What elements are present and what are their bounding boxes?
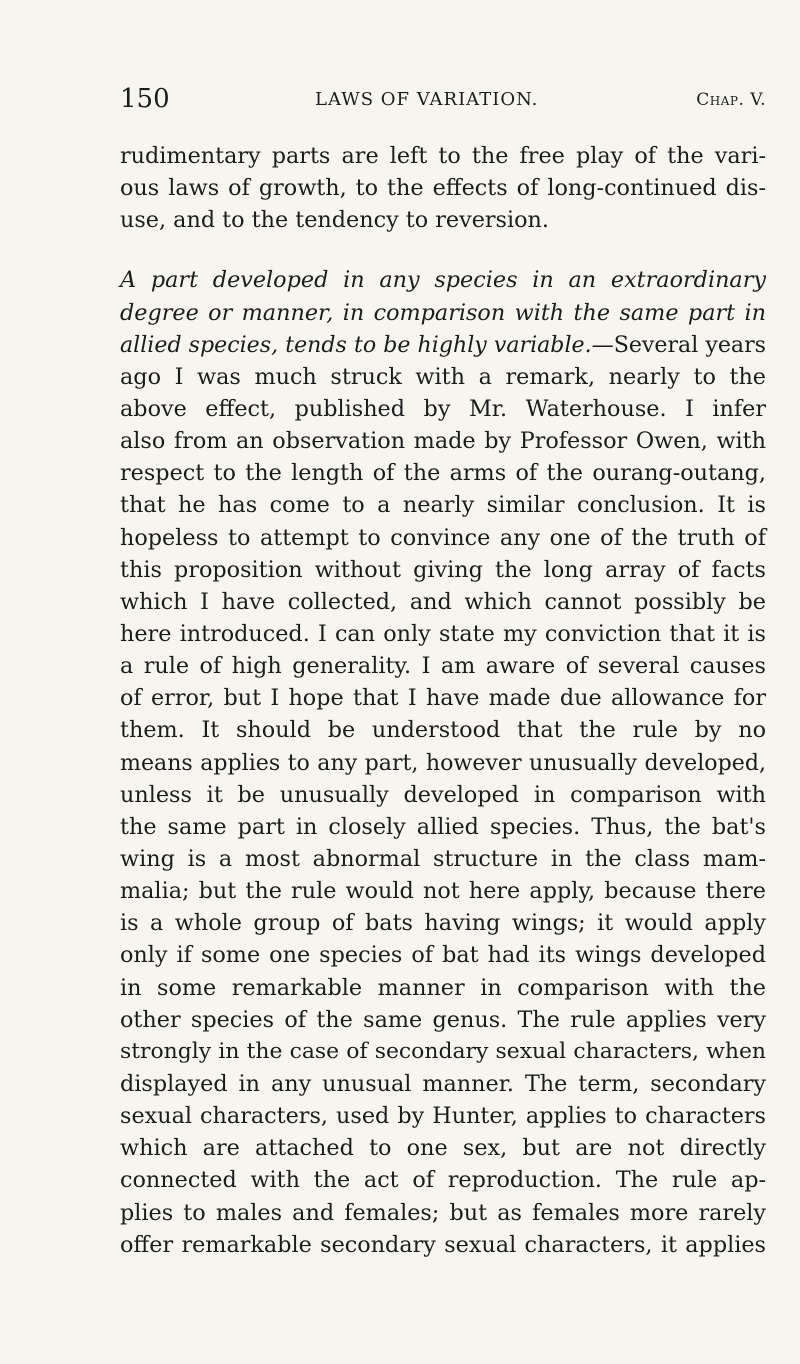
text-line: strongly in the case of secondary sexual characters, when xyxy=(120,1038,766,1064)
roman-text: —Several years xyxy=(591,331,767,358)
mixed-line xyxy=(120,329,766,361)
text-line: other species of the same genus. The rule applies very xyxy=(120,1006,766,1033)
text-line: hopeless to attempt to convince any one of the truth of xyxy=(120,524,766,551)
page-number: 150 xyxy=(120,84,170,114)
text-line: also from an observation made by Professor Owen, with xyxy=(120,428,766,455)
text-line: wing is a most abnormal structure in the class mam- xyxy=(120,845,766,872)
paragraph-1 xyxy=(120,140,766,236)
text-line: a rule of high generality. I am aware of several causes xyxy=(120,653,766,680)
chapter-label: Chap. V. xyxy=(696,90,766,110)
text-line: this proposition without giving the long array of facts xyxy=(120,556,766,583)
text-line: of error, but I hope that I have made due allowance for xyxy=(120,685,766,712)
text-line: the same part in closely allied species. Thus, the bat's xyxy=(120,813,766,840)
text-line: displayed in any unusual manner. The term, secondary xyxy=(120,1070,766,1097)
text-line: respect to the length of the arms of the ourang-outang, xyxy=(120,460,766,487)
text-line: offer remarkable secondary sexual characters, it applies xyxy=(120,1231,766,1258)
text-line: sexual characters, used by Hunter, applies to characters xyxy=(120,1103,766,1130)
italic-heading-end: allied species, tends to be highly variable. xyxy=(120,331,592,358)
paragraph-gap xyxy=(120,236,766,264)
body-text xyxy=(120,140,766,1261)
text-line: which I have collected, and which cannot possibly be xyxy=(120,588,766,615)
text-line: only if some one species of bat had its wings developed xyxy=(120,942,766,969)
paragraph-2 xyxy=(120,264,766,1260)
text-line: that he has come to a nearly similar conclusion. It is xyxy=(120,492,766,519)
text-line: ous laws of growth, to the effects of long-continued dis- xyxy=(120,175,766,202)
text-line: connected with the act of reproduction. The rule ap- xyxy=(120,1167,766,1194)
text-line: is a whole group of bats having wings; it would apply xyxy=(120,910,766,937)
text-line: them. It should be understood that the rule by no xyxy=(120,717,766,744)
italic-heading-line: A part developed in any species in an extraordinary xyxy=(120,267,766,294)
text-line: ago I was much struck with a remark, nearly to the xyxy=(120,363,766,390)
text-line: rudimentary parts are left to the free play of the vari- xyxy=(120,143,766,169)
italic-heading-line: degree or manner, in comparison with the same part in xyxy=(120,299,766,326)
text-line: plies to males and females; but as females more rarely xyxy=(120,1199,766,1226)
text-line: which are attached to one sex, but are not directly xyxy=(120,1135,766,1162)
text-line: here introduced. I can only state my conviction that it is xyxy=(120,620,766,647)
text-line: means applies to any part, however unusually developed, xyxy=(120,749,766,776)
text-line: above effect, published by Mr. Waterhouse. I infer xyxy=(120,395,766,422)
text-line: unless it be unusually developed in comparison with xyxy=(120,781,766,808)
paragraph-2-lines xyxy=(120,361,766,1261)
page-header xyxy=(120,82,766,122)
text-line: malia; but the rule would not here apply, because there xyxy=(120,878,766,905)
text-line: use, and to the tendency to reversion. xyxy=(120,207,549,234)
running-title: LAWS OF VARIATION. xyxy=(315,89,539,110)
text-line: in some remarkable manner in comparison with the xyxy=(120,974,766,1001)
